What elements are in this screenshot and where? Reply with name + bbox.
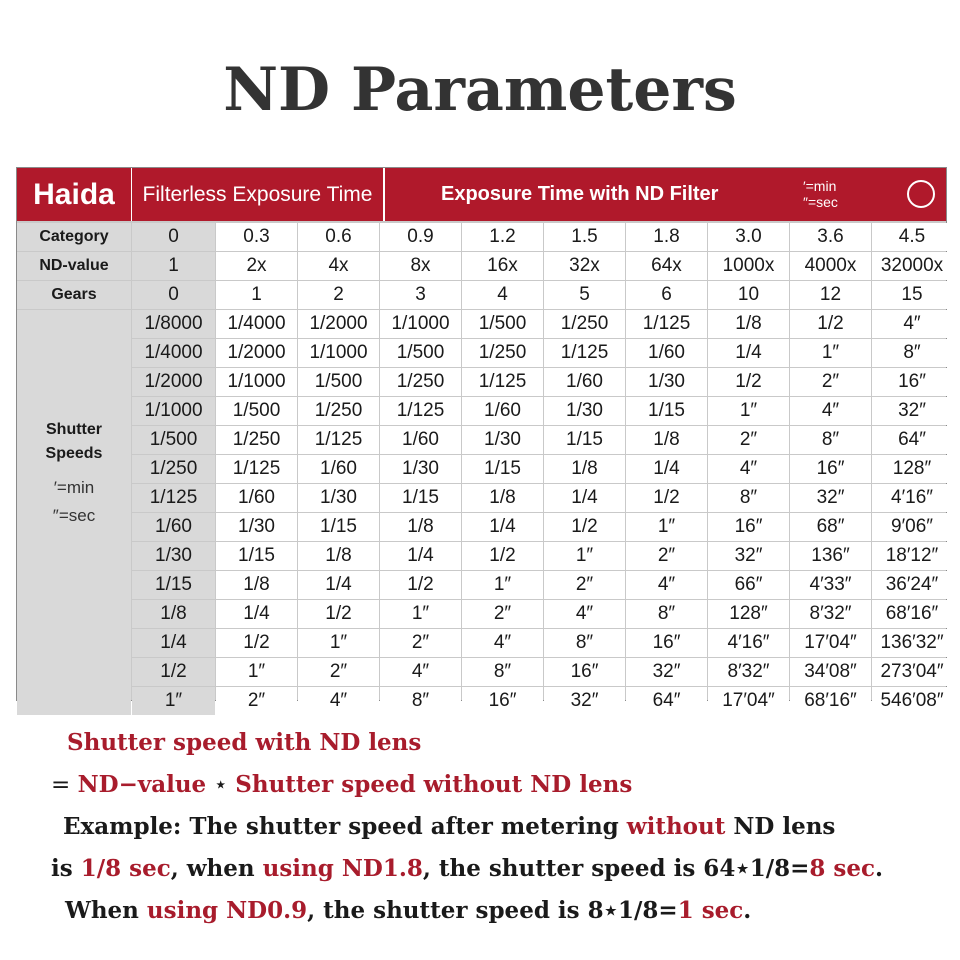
table-cell: 1/8: [544, 455, 625, 483]
table-cell: 68′16″: [790, 687, 871, 715]
shutter-unit-sec: ″=sec: [52, 505, 96, 525]
table-cell: 1.2: [462, 223, 543, 251]
table-cell: 1/8: [462, 484, 543, 512]
table-cell: 1″: [708, 397, 789, 425]
table-cell: 1/2: [298, 600, 379, 628]
table-cell: 16″: [790, 455, 871, 483]
table-cell: 4″: [626, 571, 707, 599]
table-cell: 4″: [380, 658, 461, 686]
note-period-2: .: [743, 897, 752, 924]
table-cell: 1/250: [544, 310, 625, 338]
table-cell: 1/2000: [298, 310, 379, 338]
table-cell: 1/60: [216, 484, 297, 512]
table-cell: 1/30: [298, 484, 379, 512]
table-cell: 2: [298, 281, 379, 309]
table-cell: 4″: [462, 629, 543, 657]
note-nd-lens: ND lens: [725, 813, 836, 840]
table-cell: 1/250: [132, 455, 215, 483]
table-cell: 1/30: [216, 513, 297, 541]
table-cell: 1/60: [132, 513, 215, 541]
table-cell: 1/30: [626, 368, 707, 396]
table-cell: 1/15: [544, 426, 625, 454]
table-cell: 2″: [626, 542, 707, 570]
table-cell: 1/15: [462, 455, 543, 483]
table-cell: 16x: [462, 252, 543, 280]
table-cell: 1/250: [216, 426, 297, 454]
table-cell: 32″: [626, 658, 707, 686]
table-header: [17, 168, 946, 221]
table-cell: 1/125: [216, 455, 297, 483]
note-result-1sec: 1 sec: [677, 897, 744, 924]
table-cell: 32x: [544, 252, 625, 280]
note-nd-value: ND−value: [77, 771, 207, 798]
table-cell: 1/60: [380, 426, 461, 454]
table-cell: 1/60: [298, 455, 379, 483]
table-cell: 0.9: [380, 223, 461, 251]
table-cell: 4′16″: [708, 629, 789, 657]
table-cell: 1/2: [790, 310, 871, 338]
note-is: is: [51, 855, 81, 882]
table-cell: 1″: [626, 513, 707, 541]
note-when: , when: [170, 855, 263, 882]
table-cell: 2″: [216, 687, 297, 715]
table-cell: 16″: [626, 629, 707, 657]
shutter-speeds-label: [17, 310, 131, 715]
note-period-1: .: [875, 855, 884, 882]
table-cell: 9′06″: [872, 513, 952, 541]
table-cell: 8′32″: [790, 600, 871, 628]
table-cell: 1/4: [298, 571, 379, 599]
table-cell: 16″: [462, 687, 543, 715]
table-cell: 1/8: [708, 310, 789, 338]
table-cell: 8″: [790, 426, 871, 454]
category-label: Category: [17, 223, 131, 251]
table-cell: 16″: [872, 368, 952, 396]
table-cell: 32″: [708, 542, 789, 570]
table-cell: 546′08″: [872, 687, 952, 715]
table-cell: 1/4: [380, 542, 461, 570]
table-cell: 4″: [544, 600, 625, 628]
table-cell: 2″: [380, 629, 461, 657]
filterless-header: Filterless Exposure Time: [132, 168, 383, 221]
table-cell: 1/15: [132, 571, 215, 599]
note-line-4: [51, 848, 935, 890]
table-cell: 3.0: [708, 223, 789, 251]
table-cell: 1: [132, 252, 215, 280]
table-cell: 8′32″: [708, 658, 789, 686]
table-cell: 1000x: [708, 252, 789, 280]
note-calc-1: , the shutter speed is 64⋆1/8=: [422, 855, 810, 882]
table-cell: 36′24″: [872, 571, 952, 599]
table-cell: 1/2: [544, 513, 625, 541]
table-cell: 1/4: [708, 339, 789, 367]
table-cell: 1/4000: [216, 310, 297, 338]
table-cell: 1″: [216, 658, 297, 686]
table-cell: 17′04″: [708, 687, 789, 715]
table-cell: 16″: [544, 658, 625, 686]
note-when-2: When: [65, 897, 147, 924]
table-cell: 1″: [298, 629, 379, 657]
note-line-2: [51, 764, 935, 806]
note-line-5: [55, 890, 935, 932]
table-cell: 1/15: [626, 397, 707, 425]
table-cell: 1″: [462, 571, 543, 599]
table-cell: 16″: [708, 513, 789, 541]
note-using-nd09: using ND0.9: [146, 897, 308, 924]
note-using-nd18: using ND1.8: [262, 855, 423, 882]
table-cell: 1″: [380, 600, 461, 628]
table-cell: 15: [872, 281, 952, 309]
table-cell: 8″: [380, 687, 461, 715]
table-cell: 34′08″: [790, 658, 871, 686]
table-cell: 2″: [298, 658, 379, 686]
table-cell: 1/1000: [298, 339, 379, 367]
table-cell: 1/8: [132, 600, 215, 628]
table-cell: 12: [790, 281, 871, 309]
shutter-unit-min: ′=min: [53, 477, 95, 497]
note-equals: =: [51, 772, 78, 798]
table-cell: 1/8: [216, 571, 297, 599]
nd-filter-title: Exposure Time with ND Filter: [441, 183, 719, 205]
table-cell: 32″: [790, 484, 871, 512]
table-cell: 8″: [708, 484, 789, 512]
note-shutter-without: Shutter speed without ND lens: [235, 771, 633, 798]
note-calc-2: , the shutter speed is 8⋆1/8=: [307, 897, 678, 924]
table-cell: 1/60: [462, 397, 543, 425]
table-cell: 2″: [544, 571, 625, 599]
table-cell: 1/2000: [132, 368, 215, 396]
table-cell: 4″: [872, 310, 952, 338]
data-grid: [17, 223, 952, 715]
table-cell: 4: [462, 281, 543, 309]
formula-notes: [51, 722, 935, 932]
table-cell: 136″: [790, 542, 871, 570]
table-cell: 0: [132, 281, 215, 309]
table-cell: 1/30: [132, 542, 215, 570]
table-cell: 1/2: [626, 484, 707, 512]
table-cell: 2″: [790, 368, 871, 396]
table-cell: 4″: [790, 397, 871, 425]
table-cell: 1: [216, 281, 297, 309]
table-cell: 17′04″: [790, 629, 871, 657]
table-cell: 1/125: [462, 368, 543, 396]
unit-min-label: ′=min: [803, 178, 837, 194]
table-cell: 1/2: [380, 571, 461, 599]
table-cell: 1/60: [626, 339, 707, 367]
table-cell: 1/2: [708, 368, 789, 396]
table-cell: 1/125: [298, 426, 379, 454]
table-cell: 1/1000: [380, 310, 461, 338]
table-cell: 1″: [132, 687, 215, 715]
circle-icon: [907, 180, 935, 208]
table-cell: 0: [132, 223, 215, 251]
table-cell: 68″: [790, 513, 871, 541]
table-cell: 1/2: [132, 658, 215, 686]
note-formula-title: Shutter speed with ND lens: [67, 729, 422, 756]
table-cell: 1/4: [216, 600, 297, 628]
shutter-label-line2: Speeds: [45, 444, 103, 462]
table-cell: 1/250: [462, 339, 543, 367]
table-cell: 1/125: [132, 484, 215, 512]
table-cell: 18′12″: [872, 542, 952, 570]
table-cell: 64x: [626, 252, 707, 280]
table-cell: 4.5: [872, 223, 952, 251]
note-result-8sec: 8 sec: [809, 855, 876, 882]
table-cell: 136′32″: [872, 629, 952, 657]
table-cell: 1/4: [544, 484, 625, 512]
table-cell: 1/250: [298, 397, 379, 425]
table-cell: 1/2000: [216, 339, 297, 367]
nd-value-label: ND-value: [17, 252, 131, 280]
table-cell: 8″: [626, 600, 707, 628]
table-cell: 1.8: [626, 223, 707, 251]
table-cell: 3: [380, 281, 461, 309]
table-cell: 8″: [544, 629, 625, 657]
table-cell: 6: [626, 281, 707, 309]
table-cell: 1/8: [380, 513, 461, 541]
table-cell: 1/500: [462, 310, 543, 338]
nd-parameters-table: [16, 167, 947, 711]
table-cell: 8″: [872, 339, 952, 367]
note-line-3: [55, 806, 935, 848]
table-cell: 1/2: [462, 542, 543, 570]
table-cell: 2″: [708, 426, 789, 454]
table-cell: 64″: [872, 426, 952, 454]
table-cell: 4′33″: [790, 571, 871, 599]
table-cell: 128″: [708, 600, 789, 628]
table-cell: 128″: [872, 455, 952, 483]
table-cell: 32000x: [872, 252, 952, 280]
table-cell: 1/4: [462, 513, 543, 541]
note-one-eighth: 1/8 sec: [80, 855, 171, 882]
table-cell: 273′04″: [872, 658, 952, 686]
table-cell: 66″: [708, 571, 789, 599]
table-cell: 1/2: [216, 629, 297, 657]
table-cell: 1/500: [216, 397, 297, 425]
table-cell: 8x: [380, 252, 461, 280]
star-icon: ⋆: [206, 772, 236, 798]
table-cell: 0.6: [298, 223, 379, 251]
table-cell: 1/8: [626, 426, 707, 454]
table-cell: 1/4: [132, 629, 215, 657]
table-cell: 1/125: [626, 310, 707, 338]
table-cell: 4″: [708, 455, 789, 483]
header-units: [803, 178, 838, 210]
table-cell: 32″: [544, 687, 625, 715]
table-cell: 8″: [462, 658, 543, 686]
table-cell: 1/4000: [132, 339, 215, 367]
table-cell: 1″: [790, 339, 871, 367]
table-cell: 1/500: [298, 368, 379, 396]
gears-label: Gears: [17, 281, 131, 309]
shutter-label-line1: Shutter: [46, 420, 102, 438]
table-cell: 1/250: [380, 368, 461, 396]
table-cell: 1/15: [298, 513, 379, 541]
note-without: without: [626, 813, 726, 840]
table-cell: 64″: [626, 687, 707, 715]
unit-sec-label: ″=sec: [803, 194, 838, 210]
table-cell: 4x: [298, 252, 379, 280]
table-cell: 2x: [216, 252, 297, 280]
table-cell: 1/500: [380, 339, 461, 367]
haida-logo: Haida: [17, 168, 132, 221]
page-title: ND Parameters: [223, 55, 737, 125]
table-cell: 1/30: [544, 397, 625, 425]
table-cell: 68′16″: [872, 600, 952, 628]
table-cell: 1/15: [380, 484, 461, 512]
table-cell: 1/1000: [132, 397, 215, 425]
table-cell: 1.5: [544, 223, 625, 251]
table-cell: 4′16″: [872, 484, 952, 512]
table-cell: 1/60: [544, 368, 625, 396]
table-cell: 1/1000: [216, 368, 297, 396]
table-cell: 1/30: [380, 455, 461, 483]
table-cell: 10: [708, 281, 789, 309]
table-cell: 1″: [544, 542, 625, 570]
nd-filter-header: [383, 168, 946, 221]
table-cell: 1/125: [380, 397, 461, 425]
table-cell: 0.3: [216, 223, 297, 251]
table-cell: 5: [544, 281, 625, 309]
table-cell: 32″: [872, 397, 952, 425]
note-line-1: [55, 722, 935, 764]
table-cell: 1/30: [462, 426, 543, 454]
table-cell: 4″: [298, 687, 379, 715]
table-cell: 3.6: [790, 223, 871, 251]
note-example-text: Example: The shutter speed after metering: [63, 813, 627, 840]
table-cell: 1/8000: [132, 310, 215, 338]
table-cell: 1/125: [544, 339, 625, 367]
table-cell: 4000x: [790, 252, 871, 280]
table-cell: 1/15: [216, 542, 297, 570]
table-cell: 1/8: [298, 542, 379, 570]
table-cell: 2″: [462, 600, 543, 628]
table-cell: 1/500: [132, 426, 215, 454]
table-cell: 1/4: [626, 455, 707, 483]
